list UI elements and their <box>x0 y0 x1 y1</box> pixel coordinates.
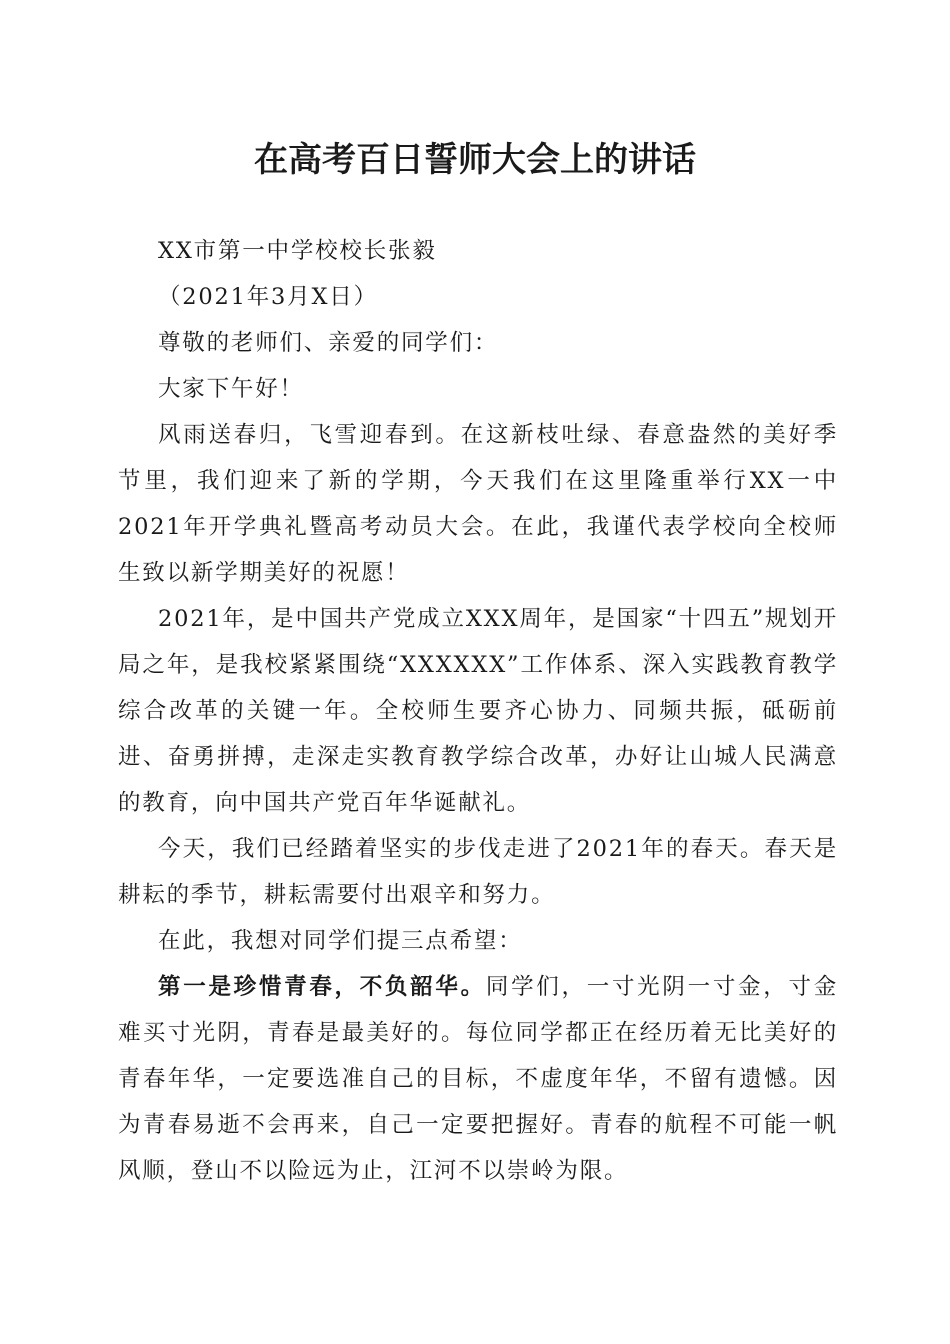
paragraph-2: 2021年，是中国共产党成立XXX周年，是国家“十四五”规划开局之年，是我校紧紧围绕“XXXXXX”工作体系、深入实践教育教学综合改革的关键一年。全校师生要齐心协力、同频共振，砥砺前进、奋勇拼搏，走深走实教育教学综合改革，办好让山城人民满意的教育，向中国共产党百年华诞献礼。 <box>118 606 838 816</box>
document-body <box>118 228 838 1194</box>
document-title: 在高考百日誓师大会上的讲话 <box>254 140 696 180</box>
point-1-paragraph <box>118 964 838 1194</box>
paragraph-1: 风雨送春归，飞雪迎春到。在这新枝吐绿、春意盎然的美好季节里，我们迎来了新的学期，今天我们在这里隆重举行XX一中2021年开学典礼暨高考动员大会。在此，我谨代表学校向全校师生致以新学期美好的祝愿！ <box>118 422 838 586</box>
author-line: XX市第一中学校校长张毅 <box>158 238 437 264</box>
paragraph-3: 今天，我们已经踏着坚实的步伐走进了2021年的春天。春天是耕耘的季节，耕耘需要付出艰辛和努力。 <box>118 836 838 908</box>
point-1-text: 同学们，一寸光阴一寸金，寸金难买寸光阴，青春是最美好的。每位同学都正在经历着无比美好的青春年华，一定要选准自己的目标，不虚度年华，不留有遗憾。因为青春易逝不会再来，自己一定要把握好。青春的航程不可能一帆风顺，登山不以险远为止，江河不以崇岭为限。 <box>118 974 839 1184</box>
paragraph-4: 在此，我想对同学们提三点希望： <box>158 928 523 954</box>
salutation: 尊敬的老师们、亲爱的同学们： <box>158 330 499 356</box>
point-1-heading: 第一是珍惜青春，不负韶华。 <box>158 974 486 1000</box>
date-line: （2021年3月X日） <box>158 284 378 310</box>
greeting: 大家下午好！ <box>158 376 304 402</box>
